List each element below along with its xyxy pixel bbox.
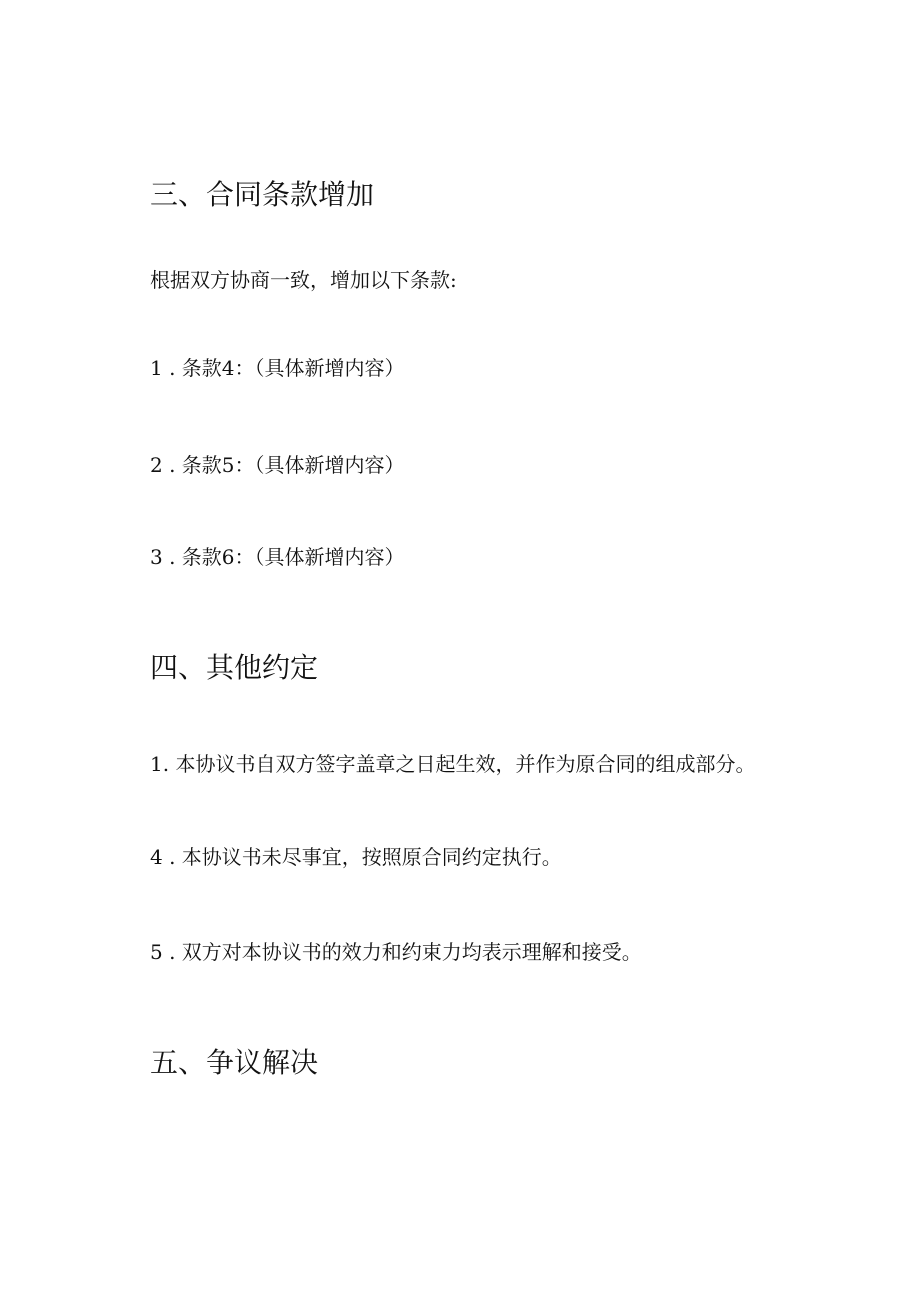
section-4-item-1: 1. 本协议书自双方签字盖章之日起生效，并作为原合同的组成部分。 (150, 752, 756, 776)
section-3-item-2: 2 . 条款5：（具体新增内容） (150, 453, 405, 477)
section-5-heading: 五、争议解决 (150, 1046, 319, 1079)
section-3-item-1: 1 . 条款4：（具体新增内容） (150, 356, 405, 380)
section-3-heading: 三、合同条款增加 (150, 178, 375, 211)
section-4-heading: 四、其他约定 (150, 651, 319, 684)
section-3-intro: 根据双方协商一致，增加以下条款: (150, 268, 457, 292)
section-3-item-3: 3 . 条款6：（具体新增内容） (150, 545, 405, 569)
section-4-item-2: 4 . 本协议书未尽事宜，按照原合同约定执行。 (150, 845, 562, 869)
section-4-item-3: 5 . 双方对本协议书的效力和约束力均表示理解和接受。 (150, 940, 642, 964)
